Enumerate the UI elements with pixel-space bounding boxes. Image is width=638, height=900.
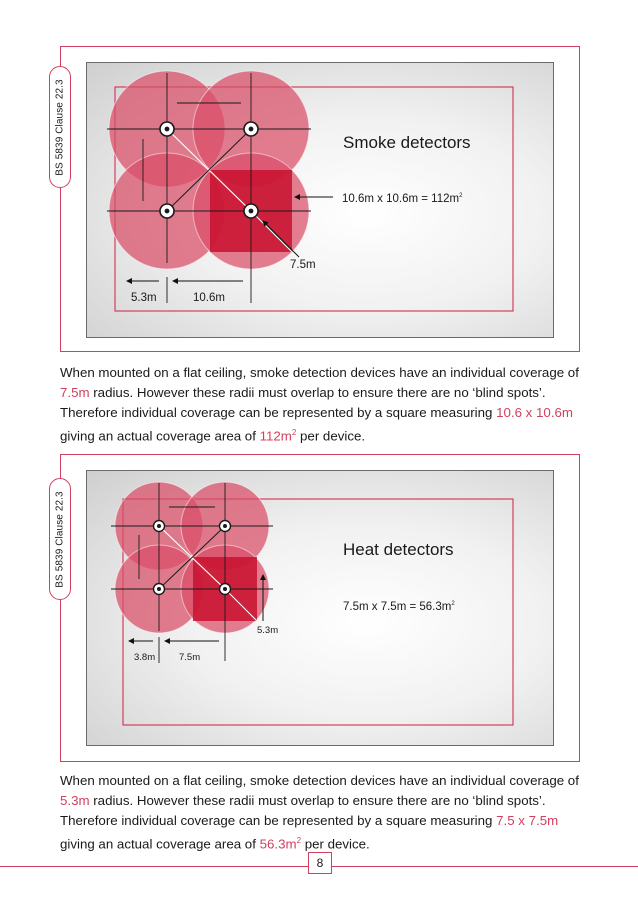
diagram-panel-smoke [86, 62, 554, 338]
smoke-coverage-diagram [87, 63, 554, 338]
detector-icon [220, 584, 231, 595]
highlight-radius: 7.5m [60, 385, 90, 400]
highlight-radius: 5.3m [60, 793, 90, 808]
dimension-label: 3.8m [134, 652, 156, 663]
heat-coverage-diagram [87, 471, 554, 746]
detector-icon [244, 204, 258, 218]
clause-tab-heat [49, 478, 71, 600]
detector-icon [160, 204, 174, 218]
clause-label: BS 5839 Clause 22.3 [54, 490, 66, 588]
body-paragraph-heat: When mounted on a flat ceiling, smoke detection devices have an individual coverage of 5.3m radius. However these radii must overlap to ensure there are no ‘blind spots’. Therefore individual coverage can be represented by a square measuring 7.5 x 7.5m giving an actual coverage area of $56.3m^2$ per device. [60, 773, 579, 852]
highlight-square: 7.5 x 7.5m [496, 813, 559, 828]
clause-tab-smoke [49, 66, 71, 188]
dimension-label: 10.6m [193, 292, 225, 304]
area-label: 7.5m x $7.5m = 56.3m^2$ [343, 601, 455, 613]
detector-icon [154, 521, 165, 532]
dimension-label: 5.3m [131, 292, 157, 304]
detector-icon [154, 584, 165, 595]
radius-label: 7.5m [290, 259, 316, 271]
dimension-label: 7.5m [179, 652, 201, 663]
radius-label: 5.3m [257, 625, 279, 636]
clause-label: BS 5839 Clause 22.3 [54, 78, 66, 176]
highlight-area: 112m [259, 428, 292, 444]
detector-icon [160, 122, 174, 136]
diagram-panel-heat [86, 470, 554, 746]
detector-icon [220, 521, 231, 532]
highlight-area: 56.3m [259, 836, 297, 852]
detector-icon [244, 122, 258, 136]
diagram-title: Heat detectors [343, 540, 454, 559]
area-label: 10.6m x $10.6m = 112m^2$ [342, 193, 463, 205]
body-paragraph-smoke: When mounted on a flat ceiling, smoke detection devices have an individual coverage of 7.5m radius. However these radii must overlap to ensure there are no ‘blind spots’. Therefore individual coverage can be represented by a square measuring 10.6 x 10.6m giving an actual coverage area of $112m^2$ per device. [60, 365, 579, 444]
page-number: 8 [308, 852, 332, 874]
diagram-title: Smoke detectors [343, 133, 471, 152]
highlight-square: 10.6 x 10.6m [496, 405, 573, 420]
